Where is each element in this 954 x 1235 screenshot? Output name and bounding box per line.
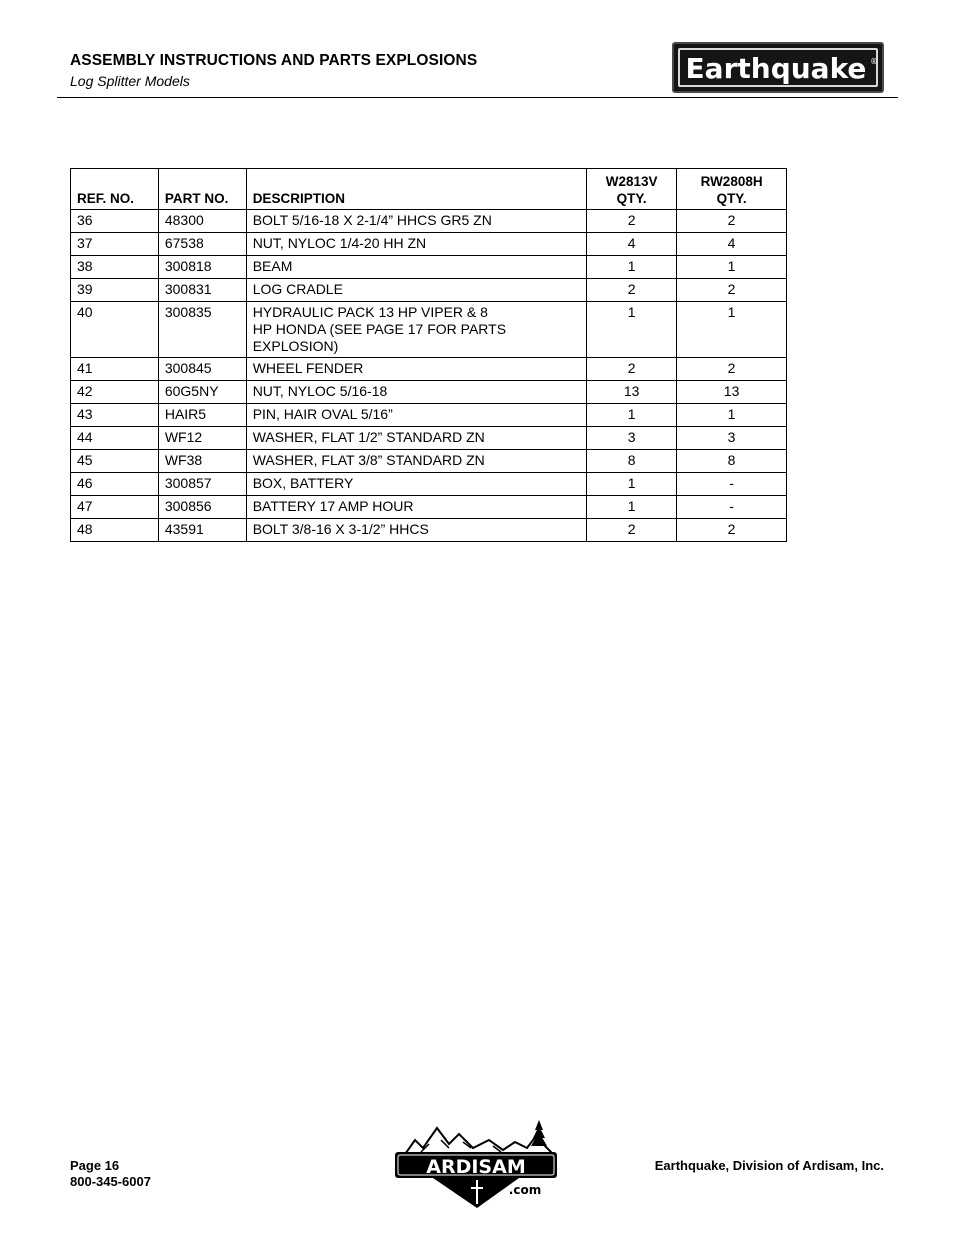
table-row [71,302,787,358]
description-line: HYDRAULIC PACK 13 HP VIPER & 8 [252,304,488,320]
cell-part: 300856 [158,496,246,519]
company-name: Earthquake, Division of Ardisam, Inc. [654,1158,884,1173]
cell-qty-rw2808h: 1 [677,302,787,358]
cell-description: BOX, BATTERY [246,473,586,496]
cell-part: 300818 [158,256,246,279]
cell-qty-rw2808h: 2 [677,519,787,542]
cell-ref: 39 [71,279,159,302]
cell-qty-rw2808h: - [677,473,787,496]
table-row [71,256,787,279]
cell-ref: 48 [71,519,159,542]
column-header-rw2808h-qty [677,169,787,210]
column-header-rw2808h-qty-label: QTY. [716,191,747,206]
cell-ref: 42 [71,381,159,404]
cell-qty-w2813v: 8 [587,450,677,473]
cell-qty-w2813v: 2 [587,358,677,381]
cell-qty-w2813v: 2 [587,519,677,542]
cell-description: LOG CRADLE [246,279,586,302]
cell-part: WF38 [158,450,246,473]
cell-part: 300831 [158,279,246,302]
cell-description: NUT, NYLOC 5/16-18 [246,381,586,404]
column-header-ref: REF. NO. [71,169,159,210]
cell-part: 48300 [158,210,246,233]
table-row [71,427,787,450]
table-header-row [71,169,787,210]
cell-qty-w2813v: 2 [587,210,677,233]
table-row [71,233,787,256]
cell-ref: 38 [71,256,159,279]
page-number: Page 16 [70,1158,120,1173]
description-line: EXPLOSION) [252,338,339,354]
cell-part: 43591 [158,519,246,542]
cell-description: WASHER, FLAT 3/8” STANDARD ZN [246,450,586,473]
column-header-rw2808h-model: RW2808H [700,174,763,189]
column-header-w2813v-qty [587,169,677,210]
cell-description: WASHER, FLAT 1/2” STANDARD ZN [246,427,586,450]
table-row [71,519,787,542]
cell-description: BATTERY 17 AMP HOUR [246,496,586,519]
cell-description: BOLT 3/8-16 X 3-1/2” HHCS [246,519,586,542]
document-subtitle: Log Splitter Models [70,73,190,89]
cell-part: 300857 [158,473,246,496]
cell-qty-rw2808h: 2 [677,358,787,381]
ardisam-logo [393,1118,561,1210]
table-row [71,404,787,427]
table-row [71,279,787,302]
cell-qty-rw2808h: 1 [677,256,787,279]
cell-qty-rw2808h: 2 [677,210,787,233]
table-row [71,210,787,233]
cell-ref: 37 [71,233,159,256]
column-header-part: PART NO. [158,169,246,210]
cell-qty-rw2808h: 13 [677,381,787,404]
cell-ref: 36 [71,210,159,233]
cell-qty-rw2808h: 8 [677,450,787,473]
cell-qty-w2813v: 4 [587,233,677,256]
cell-part: HAIR5 [158,404,246,427]
cell-ref: 40 [71,302,159,358]
cell-ref: 46 [71,473,159,496]
ardisam-logo-text: ARDISAM [426,1156,526,1178]
description-line: HP HONDA (SEE PAGE 17 FOR PARTS [252,321,507,337]
cell-part: 60G5NY [158,381,246,404]
document-title: ASSEMBLY INSTRUCTIONS AND PARTS EXPLOSIONS [70,52,478,69]
table-row [71,473,787,496]
cell-qty-rw2808h: 4 [677,233,787,256]
cell-qty-rw2808h: 3 [677,427,787,450]
parts-table [70,168,787,542]
cell-ref: 43 [71,404,159,427]
cell-description: WHEEL FENDER [246,358,586,381]
cell-description: PIN, HAIR OVAL 5/16” [246,404,586,427]
cell-qty-rw2808h: - [677,496,787,519]
earthquake-logo [672,42,884,93]
cell-description: BEAM [246,256,586,279]
cell-description: BOLT 5/16-18 X 2-1/4” HHCS GR5 ZN [246,210,586,233]
cell-part: WF12 [158,427,246,450]
table-row [71,358,787,381]
cell-ref: 45 [71,450,159,473]
table-row [71,450,787,473]
cell-qty-w2813v: 1 [587,256,677,279]
table-row [71,496,787,519]
table-row [71,381,787,404]
cell-qty-w2813v: 2 [587,279,677,302]
header-divider [57,97,898,98]
earthquake-logo-text: Earthquake [685,52,867,85]
cell-description [246,302,586,358]
cell-qty-w2813v: 3 [587,427,677,450]
phone-number: 800-345-6007 [70,1174,151,1189]
column-header-description: DESCRIPTION [246,169,586,210]
column-header-w2813v-qty-label: QTY. [616,191,647,206]
cell-qty-rw2808h: 2 [677,279,787,302]
cell-part: 300845 [158,358,246,381]
cell-qty-w2813v: 1 [587,302,677,358]
tree-icon [531,1120,547,1146]
cell-qty-w2813v: 1 [587,496,677,519]
ardisam-logo-suffix: .com [508,1183,542,1197]
cell-qty-w2813v: 1 [587,404,677,427]
cell-part: 67538 [158,233,246,256]
column-header-w2813v-model: W2813V [605,174,658,189]
registered-mark: ® [870,57,878,66]
cell-qty-w2813v: 1 [587,473,677,496]
cell-qty-w2813v: 13 [587,381,677,404]
cell-ref: 47 [71,496,159,519]
cell-part: 300835 [158,302,246,358]
cell-ref: 44 [71,427,159,450]
cell-qty-rw2808h: 1 [677,404,787,427]
cell-description: NUT, NYLOC 1/4-20 HH ZN [246,233,586,256]
cell-ref: 41 [71,358,159,381]
